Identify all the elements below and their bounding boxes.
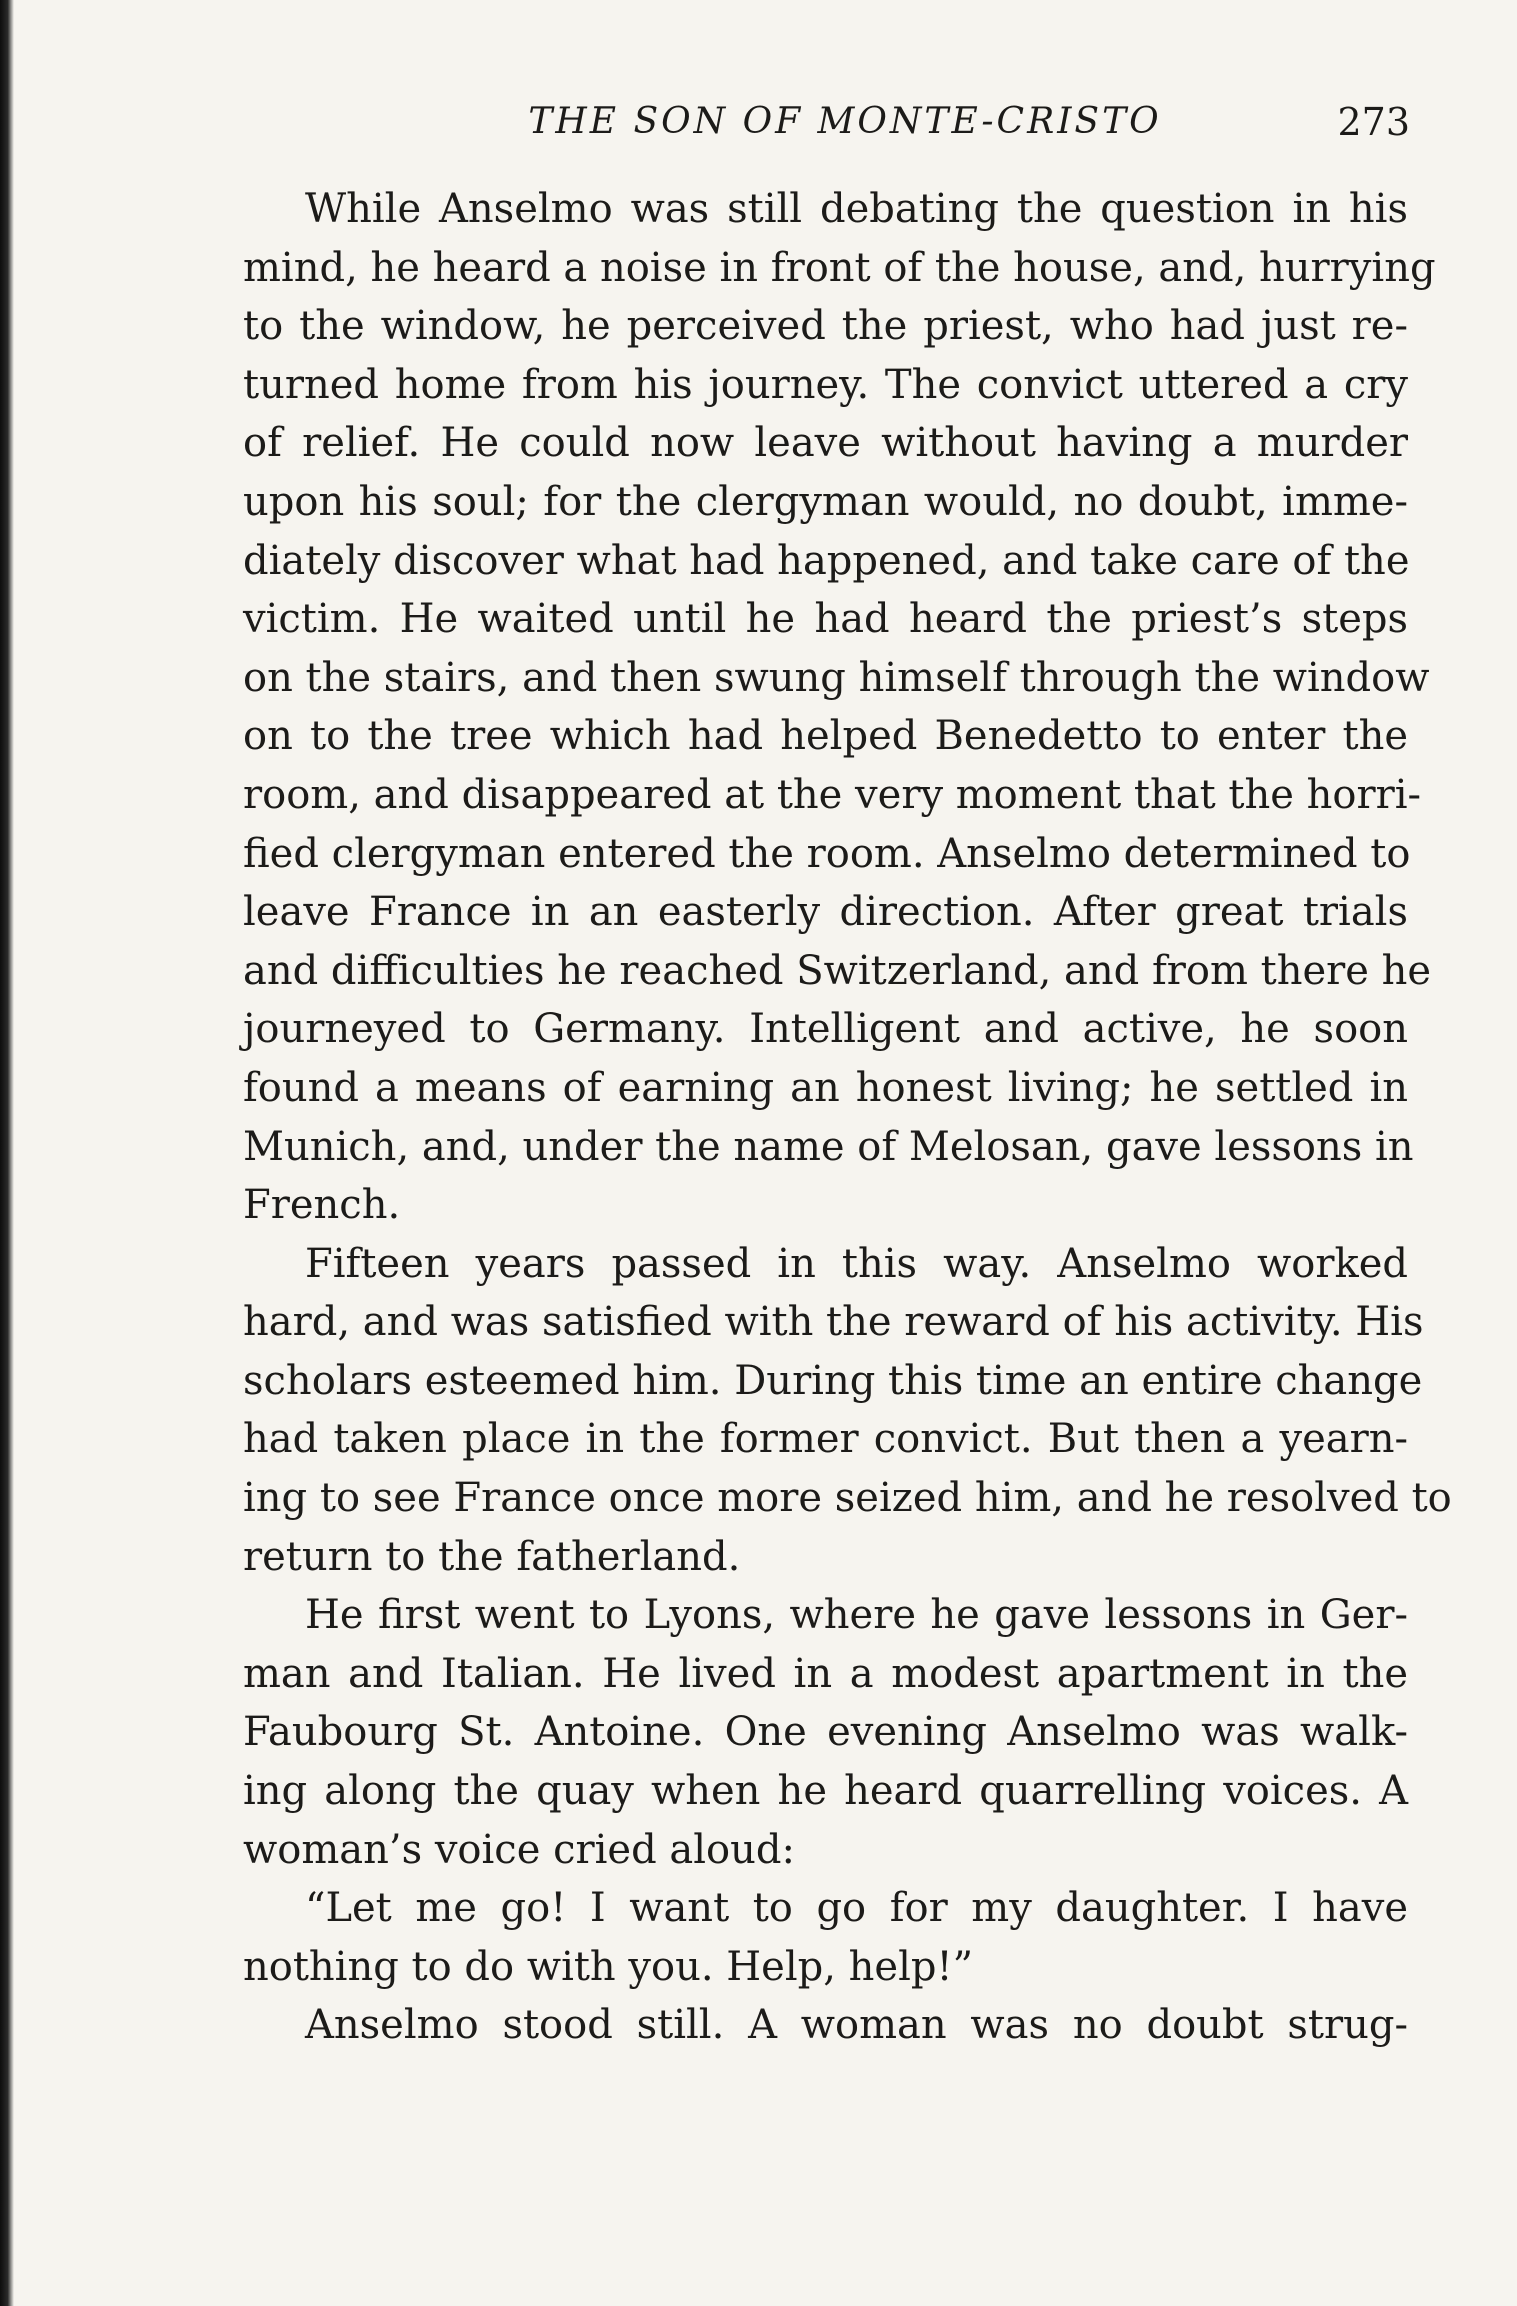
text-line: and difficulties he reached Switzerland, and from there he [243, 947, 1432, 994]
text-line: found a means of earning an honest living; he settled in [243, 1064, 1408, 1111]
text-line: He first went to Lyons, where he gave lessons in Ger- [305, 1592, 1408, 1639]
paragraph-4 [243, 1879, 1408, 1996]
text-line: journeyed to Germany. Intelligent and active, he soon [243, 1006, 1408, 1053]
text-line: leave France in an easterly direction. After great trials [243, 889, 1408, 936]
text-line: return to the fatherland. [243, 1533, 741, 1580]
paragraph-3 [243, 1586, 1408, 1879]
text-line: fied clergyman entered the room. Anselmo determined to [243, 830, 1411, 877]
text-line: nothing to do with you. Help, help!” [243, 1943, 974, 1990]
text-line: ing to see France once more seized him, and he resolved to [243, 1475, 1452, 1522]
paragraph-5 [243, 1996, 1408, 2055]
running-head [240, 92, 1410, 152]
paragraph-1 [243, 180, 1436, 1235]
text-line: hard, and was satisfied with the reward of his activity. His [243, 1299, 1424, 1346]
text-line: had taken place in the former convict. But then a yearn- [243, 1416, 1408, 1463]
text-line: Fifteen years passed in this way. Anselmo worked [305, 1240, 1408, 1287]
running-title: THE SON OF MONTE-CRISTO [528, 101, 1162, 142]
text-line: on the stairs, and then swung himself through the window [243, 654, 1430, 701]
text-line: Faubourg St. Antoine. One evening Anselmo was walk- [243, 1709, 1408, 1756]
text-line: mind, he heard a noise in front of the house, and, hurrying [243, 244, 1436, 291]
text-line: upon his soul; for the clergyman would, no doubt, imme- [243, 478, 1408, 525]
text-line: man and Italian. He lived in a modest apartment in the [243, 1650, 1408, 1697]
text-line: ing along the quay when he heard quarrelling voices. A [243, 1768, 1408, 1815]
text-line: woman’s voice cried aloud: [243, 1826, 795, 1873]
text-line: Anselmo stood still. A woman was no doubt strug- [305, 2002, 1408, 2049]
text-line: victim. He waited until he had heard the priest’s steps [243, 596, 1408, 643]
body-text [243, 180, 1452, 2055]
binding-edge [0, 0, 14, 2306]
text-line: Munich, and, under the name of Melosan, gave lessons in [243, 1123, 1414, 1170]
text-line: scholars esteemed him. During this time an entire change [243, 1357, 1423, 1404]
text-line: of relief. He could now leave without having a murder [243, 420, 1408, 467]
text-line: While Anselmo was still debating the question in his [305, 186, 1408, 232]
text-line: turned home from his journey. The convict uttered a cry [243, 361, 1408, 408]
paragraph-2 [243, 1235, 1452, 1587]
text-line: room, and disappeared at the very moment that the horri- [243, 771, 1422, 818]
page-number: 273 [1337, 100, 1410, 144]
text-line: on to the tree which had helped Benedetto to enter the [243, 713, 1408, 760]
text-line: to the window, he perceived the priest, who had just re- [243, 303, 1408, 350]
text-line: French. [243, 1182, 401, 1229]
text-line: diately discover what had happened, and take care of the [243, 537, 1410, 584]
text-line: “Let me go! I want to go for my daughter. I have [305, 1885, 1408, 1932]
